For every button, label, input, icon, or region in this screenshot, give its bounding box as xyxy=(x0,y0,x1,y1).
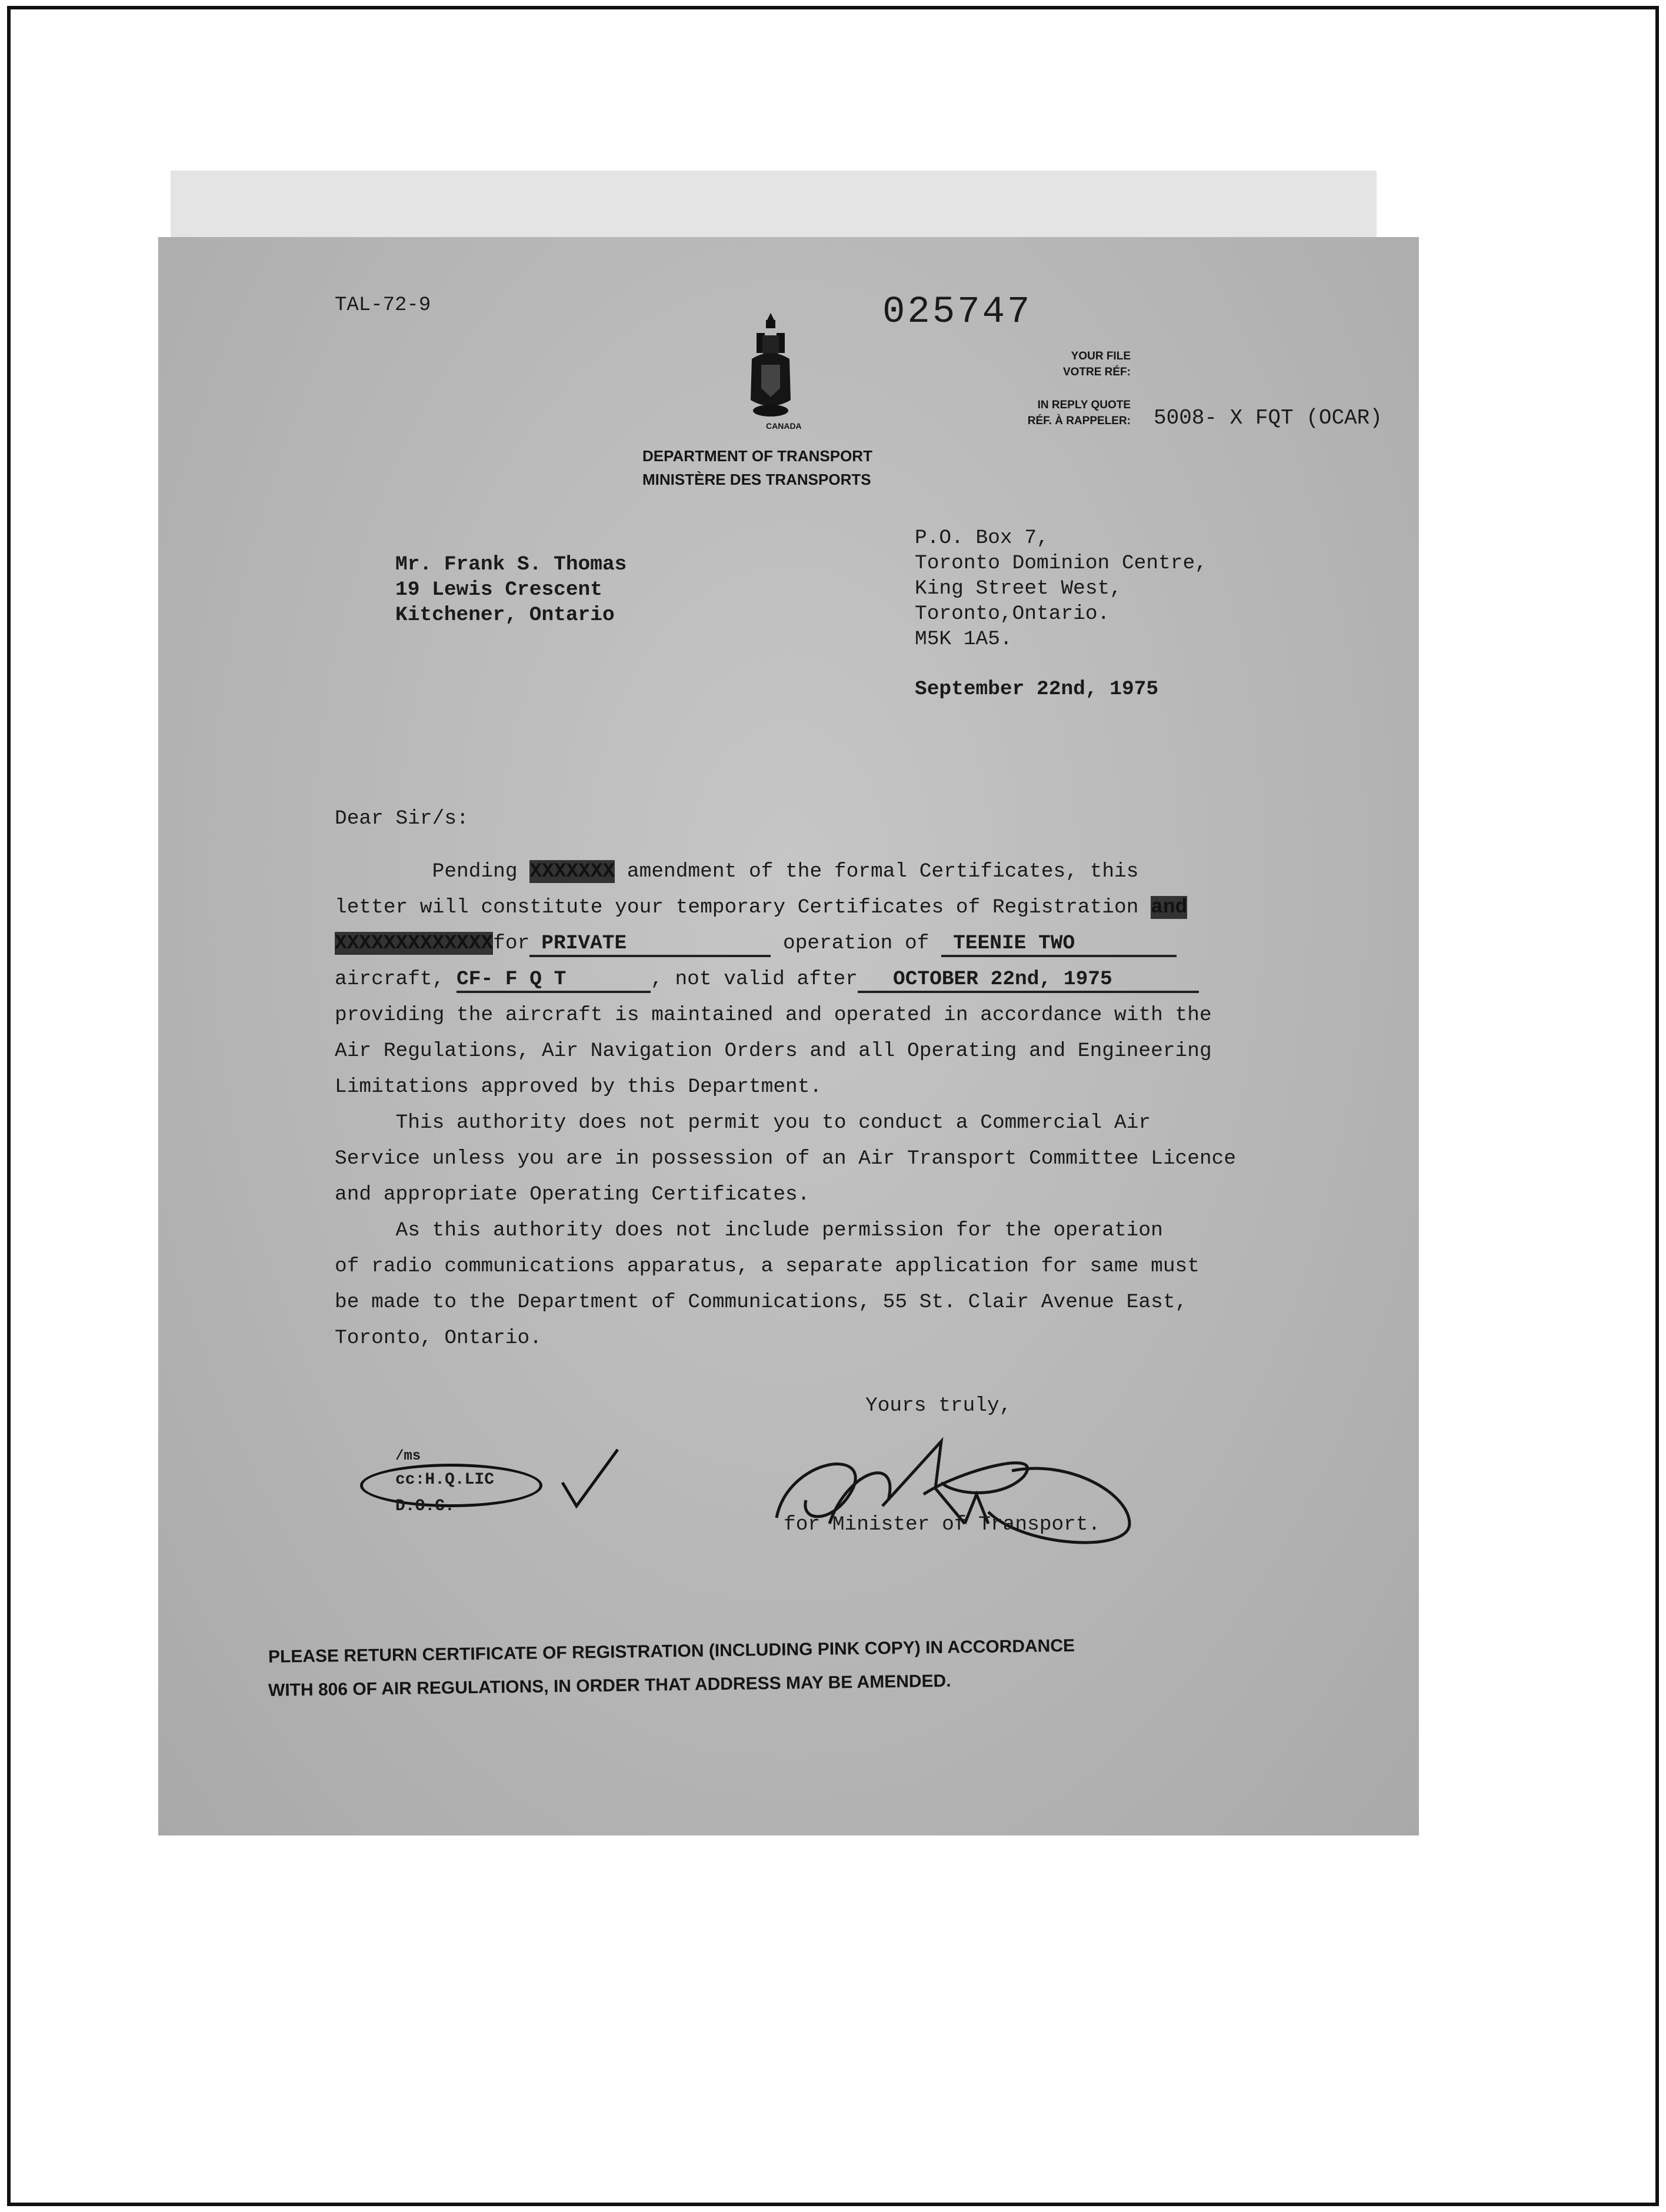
addressee-line: 19 Lewis Crescent xyxy=(395,578,602,601)
valid-until-field: OCTOBER 22nd, 1975 xyxy=(858,968,1199,993)
body-line xyxy=(335,896,1187,919)
body-line: be made to the Department of Communications, 55 St. Clair Avenue East, xyxy=(335,1291,1188,1314)
registration-field: CF- F Q T xyxy=(457,968,651,993)
aircraft-name-field: TEENIE TWO xyxy=(941,932,1177,957)
sender-address-line: M5K 1A5. xyxy=(915,628,1012,651)
operation-type-field: PRIVATE xyxy=(529,932,771,957)
struck-text: XXXXXXX xyxy=(529,860,615,883)
body-line: Service unless you are in possession of an Air Transport Committee Licence xyxy=(335,1147,1237,1170)
letter-date: September 22nd, 1975 xyxy=(915,678,1159,701)
your-file-label-en: YOUR FILE xyxy=(1071,350,1131,362)
reply-quote-label-en: IN REPLY QUOTE xyxy=(1037,399,1131,411)
addressee-line: Kitchener, Ontario xyxy=(395,604,615,627)
canada-coat-of-arms-icon xyxy=(746,312,795,424)
signature-icon xyxy=(765,1435,1294,1571)
sender-address-line: Toronto Dominion Centre, xyxy=(915,552,1207,575)
body-line: Air Regulations, Air Navigation Orders and all Operating and Engineering xyxy=(335,1040,1212,1062)
body-text: operation of xyxy=(771,932,942,955)
sender-address-line: Toronto,Ontario. xyxy=(915,602,1110,625)
serial-number: 025747 xyxy=(882,291,1032,334)
body-line xyxy=(335,932,1177,957)
body-line: This authority does not permit you to conduct a Commercial Air xyxy=(335,1111,1151,1134)
salutation: Dear Sir/s: xyxy=(335,807,469,830)
footer-notice-line: WITH 806 OF AIR REGULATIONS, IN ORDER THAT ADDRESS MAY BE AMENDED. xyxy=(268,1671,951,1700)
crest-label: CANADA xyxy=(766,421,802,431)
struck-text: and xyxy=(1151,896,1188,919)
body-text: , not valid after xyxy=(651,968,858,991)
body-line: As this authority does not include permission for the operation xyxy=(335,1219,1163,1242)
body-line: of radio communications apparatus, a separate application for same must xyxy=(335,1255,1199,1278)
body-text: aircraft, xyxy=(335,968,457,991)
file-code: TAL-72-9 xyxy=(335,294,431,317)
struck-text: XXXXXXXXXXXXX xyxy=(335,932,494,955)
footer-notice-line: PLEASE RETURN CERTIFICATE OF REGISTRATION (INCLUDING PINK COPY) IN ACCORDANCE xyxy=(268,1635,1075,1667)
body-line: Limitations approved by this Department. xyxy=(335,1075,822,1098)
body-text: amendment of the formal Certificates, this xyxy=(615,860,1139,883)
department-fr: MINISTÈRE DES TRANSPORTS xyxy=(642,471,871,488)
signature-line: for Minister of Transport. xyxy=(784,1513,1101,1536)
body-text: Pending xyxy=(432,860,530,883)
closing: Yours truly, xyxy=(865,1394,1012,1417)
sender-address-line: King Street West, xyxy=(915,577,1122,600)
body-line: providing the aircraft is maintained and operated in accordance with the xyxy=(335,1004,1212,1027)
cc-note: cc:H.Q.LIC xyxy=(395,1471,495,1489)
body-text: letter will constitute your temporary Certificates of Registration xyxy=(335,896,1151,919)
your-file-label-fr: VOTRE RÉF: xyxy=(1062,366,1131,378)
sender-address-line: P.O. Box 7, xyxy=(915,527,1049,549)
body-line: and appropriate Operating Certificates. xyxy=(335,1183,810,1206)
body-line: Toronto, Ontario. xyxy=(335,1327,542,1350)
body-line xyxy=(335,860,1138,883)
reply-quote-label-fr: RÉF. À RAPPELER: xyxy=(1027,415,1131,427)
addressee-line: Mr. Frank S. Thomas xyxy=(395,553,627,576)
body-line xyxy=(335,968,1199,993)
department-en: DEPARTMENT OF TRANSPORT xyxy=(642,447,872,465)
checkmark-icon xyxy=(559,1447,624,1512)
typist-initials: /ms xyxy=(395,1448,421,1464)
body-text: for xyxy=(493,932,530,955)
reply-quote-value: 5008- X FQT (OCAR) xyxy=(1154,406,1382,430)
cc-sub-note: D.O.C. xyxy=(395,1497,455,1515)
